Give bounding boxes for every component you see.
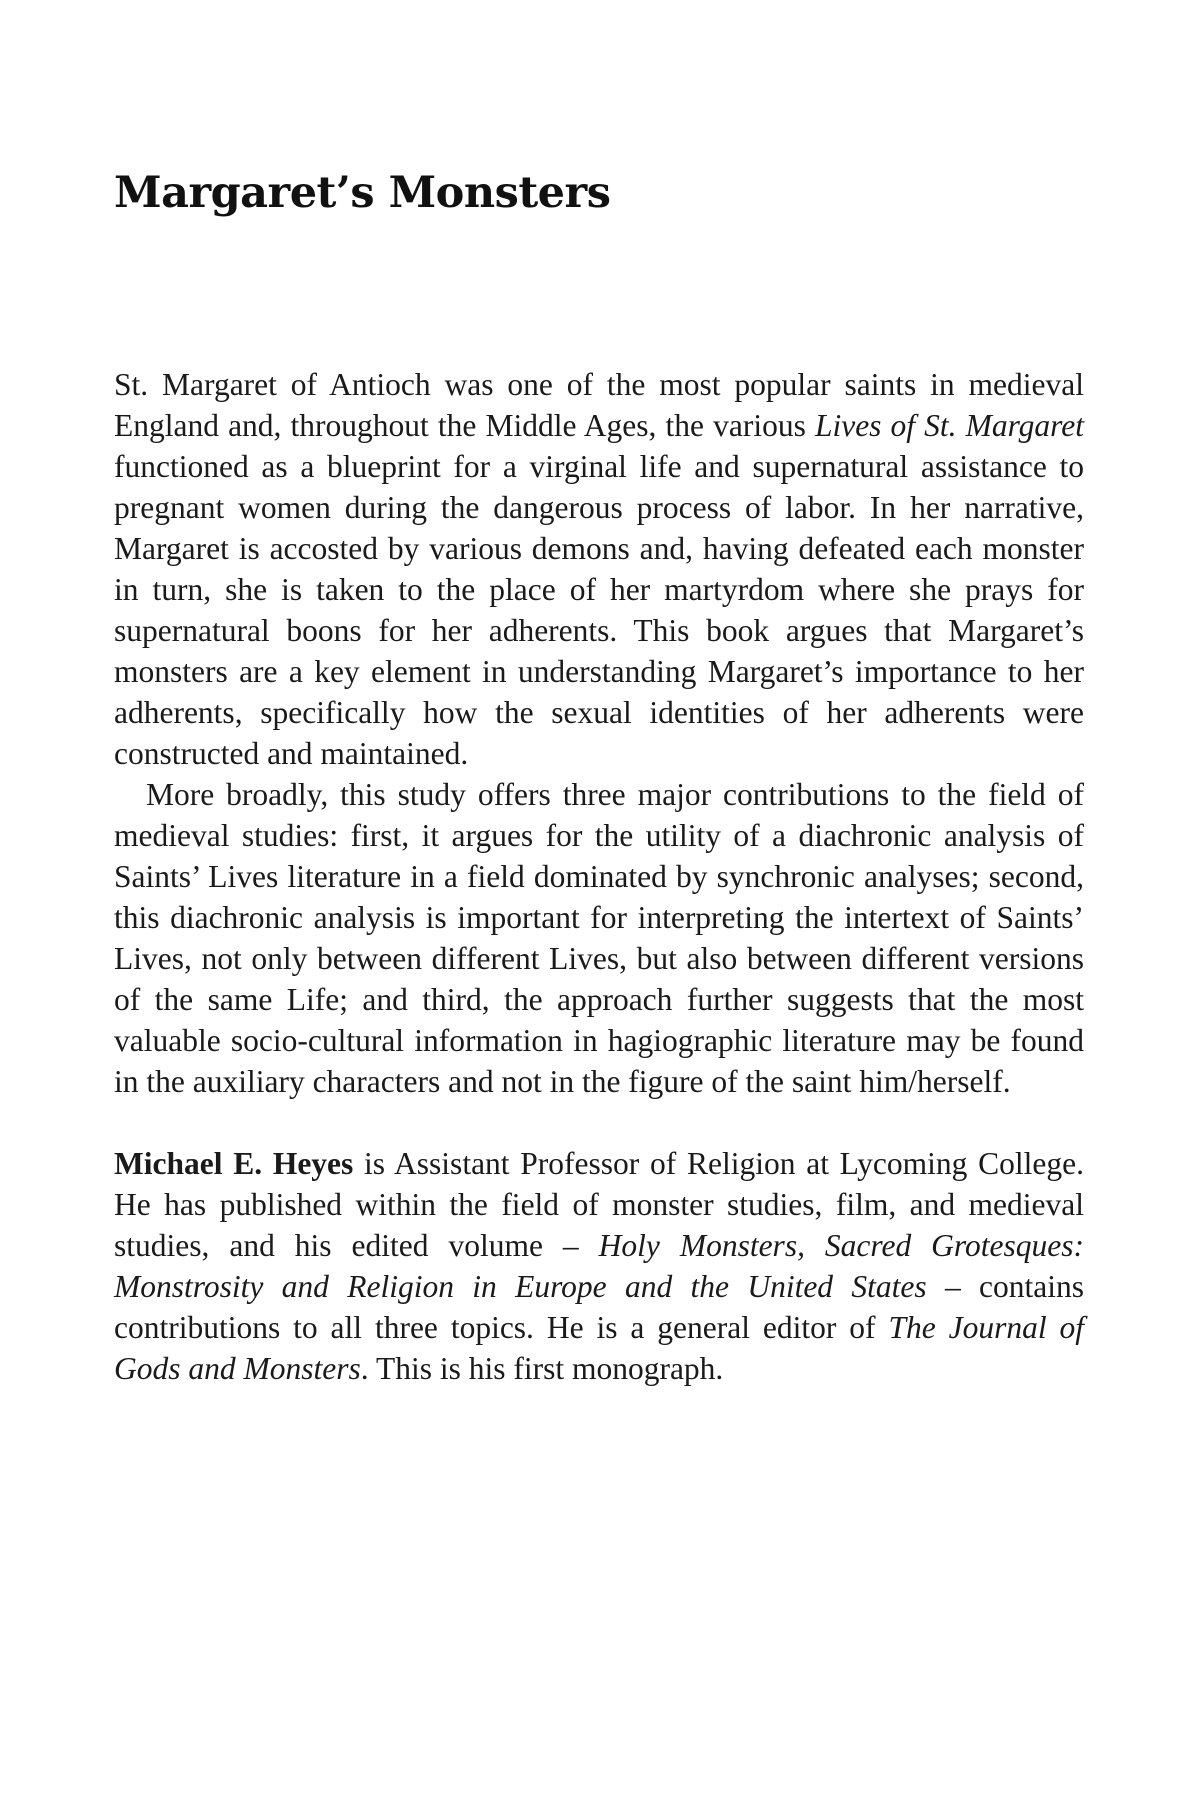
blurb-p1-text-b: functioned as a blueprint for a virginal life and supernatural assistance to pregnant women during the dangerous process of labor. In her narrative, Margaret is accosted by various demons and, having defeated each monster in turn, she is taken to the place of her martyrdom where she prays for supernatural boons for her adherents. This book argues that Margaret’s monsters are a key element in understanding Margaret’s importance to her adherents, specifically how the sexual identities of her adherents were constructed and maintained. [114,449,1084,771]
author-bio-text-c: . This is his first monograph. [360,1351,724,1386]
blurb-p1-text-a: St. Margaret of Antioch was one of the most popular saints in medieval England and, throughout the Middle Ages, the various [114,367,1084,443]
author-name: Michael E. Heyes [114,1146,354,1181]
back-cover-text [114,364,1084,1389]
author-bio-text-b: – contains contributions to all three topics. He is a general editor of [114,1269,1084,1345]
book-title: Margaret’s Monsters [114,168,611,218]
edited-volume-title: Holy Monsters, Sacred Grotesques: Monstrosity and Religion in Europe and the United States [114,1228,1084,1304]
author-bio [114,1143,1084,1389]
journal-title: The Journal of Gods and Monsters [114,1310,1085,1386]
work-title-lives-of-st-margaret: Lives of St. Margaret [814,408,1085,443]
blurb-paragraph-2: More broadly, this study offers three major contributions to the field of medieval studies: first, it argues for the utility of a diachronic analysis of Saints’ Lives literature in a field dominated by synchronic analyses; second, this diachronic analysis is important for interpreting the intertext of Saints’ Lives, not only between different Lives, but also between different versions of the same Life; and third, the approach further suggests that the most valuable socio-cultural information in hagiographic literature may be found in the auxiliary characters and not in the figure of the saint him/herself. [114,777,1084,1099]
blurb-paragraph-1 [114,364,1084,774]
author-bio-text-a: is Assistant Professor of Religion at Lycoming College. He has published within the field of monster studies, film, and medieval studies, and his edited volume – [114,1146,1084,1263]
